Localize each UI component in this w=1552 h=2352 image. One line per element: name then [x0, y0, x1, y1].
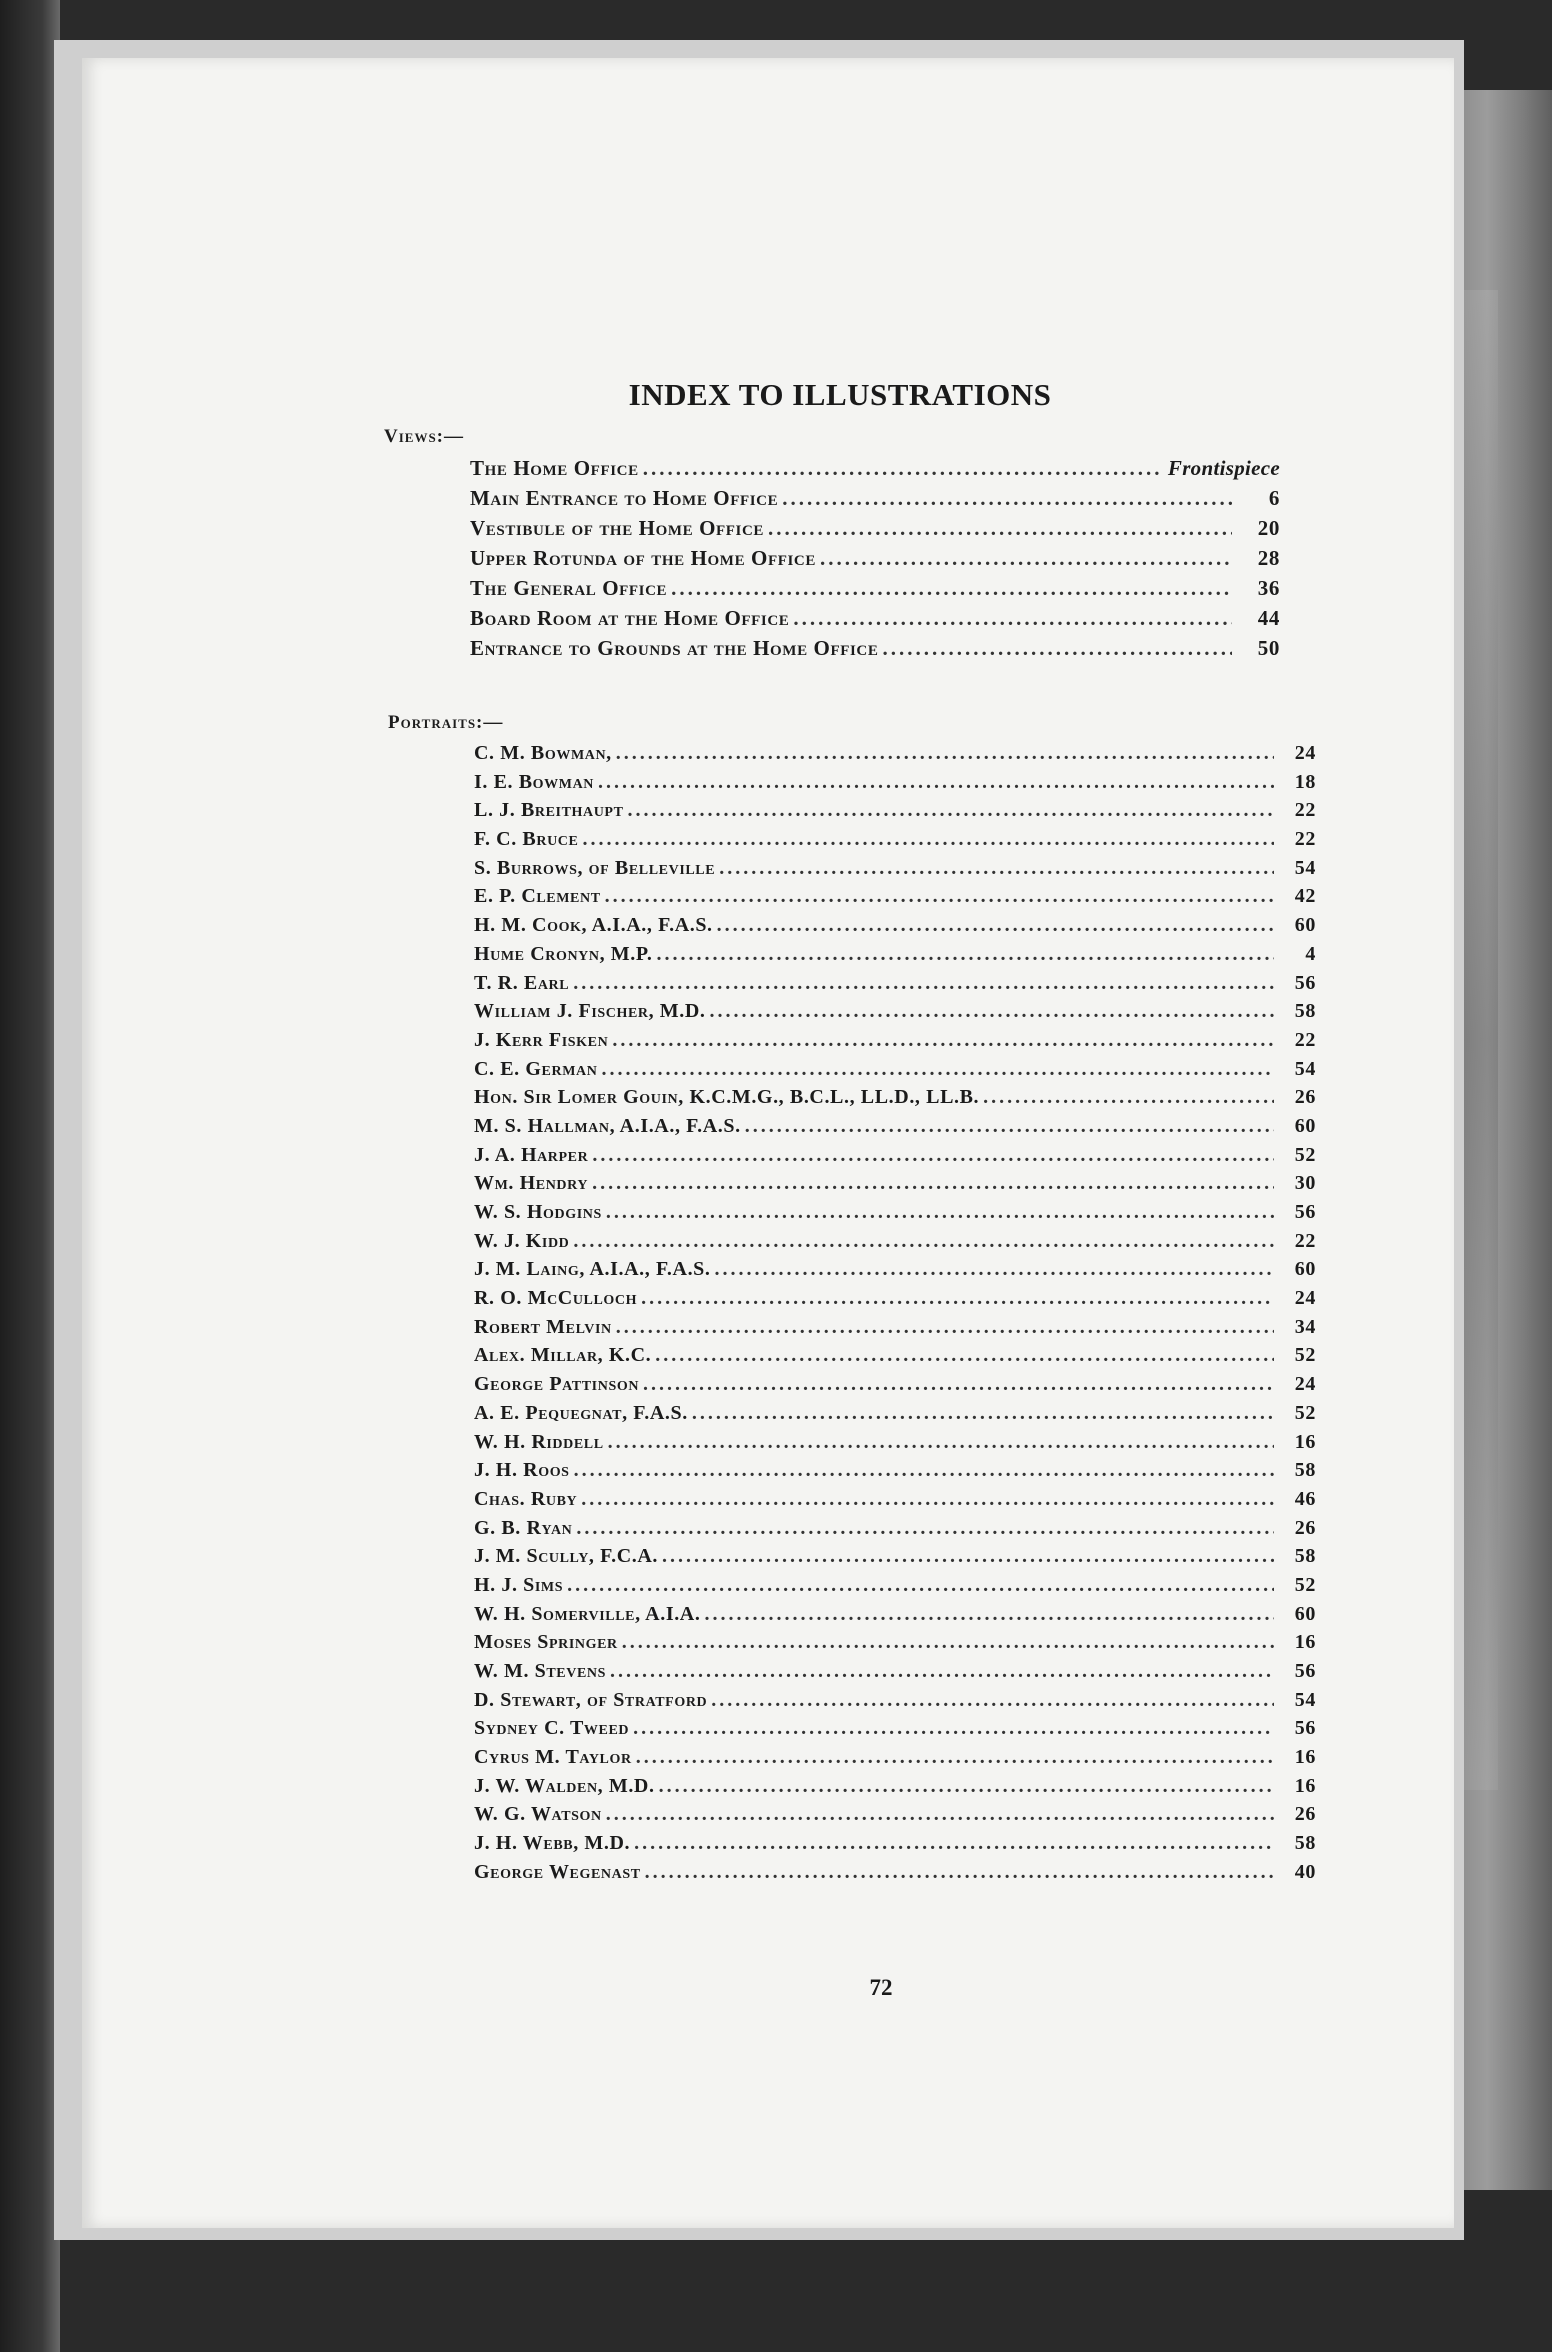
portrait-entry-page: 58 — [1294, 1000, 1316, 1023]
view-entry-name: Board Room at the Home Office — [470, 606, 790, 630]
portrait-entry-page: 18 — [1294, 770, 1316, 793]
view-entry-page: 20 — [1257, 516, 1280, 540]
dot-leader — [793, 606, 1232, 631]
portrait-entry — [474, 1431, 1316, 1460]
dot-leader — [581, 1488, 1274, 1511]
portrait-entry — [474, 1459, 1316, 1488]
dot-leader — [636, 1746, 1274, 1769]
portrait-entry — [474, 1402, 1316, 1431]
portrait-entry — [474, 1316, 1316, 1345]
portrait-entry-name: William J. Fischer, M.D. — [474, 1000, 706, 1023]
portrait-entry-page: 26 — [1294, 1516, 1316, 1539]
portrait-entry-page: 60 — [1294, 914, 1316, 937]
portrait-entry — [474, 1373, 1316, 1402]
portrait-entry-page: 54 — [1294, 1057, 1316, 1080]
portrait-entry — [474, 1861, 1316, 1890]
view-entry-page: 28 — [1257, 546, 1280, 570]
dot-leader — [656, 943, 1274, 966]
portrait-entry-name: W. G. Watson — [474, 1803, 602, 1826]
portrait-entry-page: 26 — [1294, 1086, 1316, 1109]
view-entry-page: 36 — [1257, 576, 1280, 600]
view-entry — [470, 486, 1280, 516]
portrait-entry-page: 40 — [1294, 1860, 1316, 1883]
portrait-entry-name: D. Stewart, of Stratford — [474, 1688, 708, 1711]
dot-leader — [601, 1058, 1274, 1081]
dot-leader — [645, 1861, 1274, 1884]
portrait-entry — [474, 1344, 1316, 1373]
dot-leader — [633, 1717, 1274, 1740]
portrait-entry-name: Cyrus M. Taylor — [474, 1746, 632, 1769]
portrait-entry — [474, 1488, 1316, 1517]
portrait-entry — [474, 1545, 1316, 1574]
portrait-entry-page: 16 — [1294, 1746, 1316, 1769]
portrait-entry-page: 24 — [1294, 742, 1316, 764]
portrait-entry-name: Wm. Hendry — [474, 1172, 589, 1195]
portrait-entry — [474, 1689, 1316, 1718]
portrait-entry — [474, 742, 1316, 771]
portrait-entry-name: I. E. Bowman — [474, 770, 594, 793]
portrait-entry-name: George Wegenast — [474, 1860, 641, 1883]
view-entry-name: Vestibule of the Home Office — [470, 516, 765, 540]
dot-leader — [745, 1115, 1274, 1138]
portrait-entry-name: J. M. Scully, F.C.A. — [474, 1545, 658, 1568]
dot-leader — [820, 546, 1232, 571]
dot-leader — [616, 1316, 1274, 1339]
view-entry-name: The Home Office — [470, 456, 639, 480]
dot-leader — [715, 1258, 1275, 1281]
dot-leader — [643, 1373, 1274, 1396]
dot-leader — [692, 1402, 1274, 1425]
dot-leader — [582, 828, 1274, 851]
portrait-entry-name: W. H. Riddell — [474, 1430, 604, 1453]
dot-leader — [592, 1172, 1274, 1195]
view-entry — [470, 516, 1280, 546]
portrait-entry-name: E. P. Clement — [474, 885, 601, 908]
portrait-entry-page: 16 — [1294, 1631, 1316, 1654]
portrait-entry-page: 22 — [1294, 799, 1316, 822]
portrait-entry-name: A. E. Pequegnat, F.A.S. — [474, 1401, 688, 1424]
portrait-entry-page: 54 — [1294, 1688, 1316, 1711]
portrait-entry-name: L. J. Breithaupt — [474, 799, 624, 822]
dot-leader — [671, 576, 1232, 601]
dot-leader — [606, 1201, 1274, 1224]
view-entry — [470, 606, 1280, 636]
view-entry-name: The General Office — [470, 576, 668, 600]
portrait-entry-page: 4 — [1305, 942, 1316, 965]
portrait-entry-page: 52 — [1294, 1573, 1316, 1596]
portrait-entry-page: 26 — [1294, 1803, 1316, 1826]
dot-leader — [717, 914, 1274, 937]
dot-leader — [606, 1803, 1274, 1826]
portrait-entry — [474, 799, 1316, 828]
dot-leader — [719, 857, 1274, 880]
dot-leader — [598, 771, 1274, 794]
portrait-entry-name: Robert Melvin — [474, 1315, 612, 1338]
portrait-entry-page: 58 — [1294, 1832, 1316, 1855]
portrait-entry-page: 56 — [1294, 1717, 1316, 1740]
dot-leader — [659, 1775, 1274, 1798]
portrait-entry-page: 22 — [1294, 1229, 1316, 1252]
portrait-entry — [474, 857, 1316, 886]
dot-leader — [567, 1574, 1274, 1597]
portrait-entry-name: George Pattinson — [474, 1373, 640, 1396]
portrait-entry-page: 60 — [1294, 1258, 1316, 1281]
portrait-entry-page: 52 — [1294, 1401, 1316, 1424]
dot-leader — [573, 972, 1274, 995]
view-entry-name: Main Entrance to Home Office — [470, 486, 779, 510]
portrait-entry — [474, 1287, 1316, 1316]
portrait-entry-name: M. S. Hallman, A.I.A., F.A.S. — [474, 1114, 741, 1137]
portraits-section-label: Portraits:— — [388, 712, 504, 733]
dot-leader — [641, 1287, 1274, 1310]
portrait-entry — [474, 885, 1316, 914]
portrait-entry — [474, 771, 1316, 800]
portrait-entry-page: 56 — [1294, 1660, 1316, 1682]
portrait-entry-name: Sydney C. Tweed — [474, 1717, 630, 1740]
portrait-entry-name: Alex. Millar, K.C. — [474, 1344, 652, 1367]
portrait-entry-page: 60 — [1294, 1114, 1316, 1137]
view-entry-page: 44 — [1257, 606, 1280, 630]
page-title: INDEX TO ILLUSTRATIONS — [628, 377, 1052, 412]
portrait-entry — [474, 1574, 1316, 1603]
portrait-entry-page: 56 — [1294, 971, 1316, 994]
portrait-entry-page: 52 — [1294, 1344, 1316, 1367]
portrait-entry — [474, 1029, 1316, 1058]
views-list — [470, 456, 1280, 666]
portrait-entry — [474, 1258, 1316, 1287]
portrait-entry-name: C. M. Bowman, — [474, 742, 612, 764]
portrait-entry — [474, 1631, 1316, 1660]
portrait-entry-name: G. B. Ryan — [474, 1516, 573, 1539]
portrait-entry-page: 16 — [1294, 1430, 1316, 1453]
dot-leader — [782, 486, 1232, 511]
page-number: 72 — [869, 1975, 893, 2000]
portrait-entry-name: T. R. Earl — [474, 971, 570, 994]
view-entry — [470, 636, 1280, 666]
portrait-entry — [474, 1172, 1316, 1201]
dot-leader — [605, 885, 1274, 908]
dot-leader — [592, 1144, 1274, 1167]
view-entry — [470, 576, 1280, 606]
portrait-entry-name: S. Burrows, of Belleville — [474, 856, 716, 879]
portrait-entry — [474, 1832, 1316, 1861]
portrait-entry — [474, 1086, 1316, 1115]
portrait-entry-page: 42 — [1294, 885, 1316, 908]
portraits-list — [474, 742, 1316, 1890]
portrait-entry — [474, 1746, 1316, 1775]
portrait-entry-name: J. H. Roos — [474, 1459, 570, 1482]
portrait-entry-name: Hume Cronyn, M.P. — [474, 942, 653, 965]
dot-leader — [711, 1689, 1274, 1712]
view-entry — [470, 546, 1280, 576]
portrait-entry — [474, 972, 1316, 1001]
portrait-entry — [474, 1000, 1316, 1029]
view-entry-page: Frontispiece — [1167, 456, 1280, 480]
dot-leader — [574, 1459, 1274, 1482]
dot-leader — [643, 456, 1160, 481]
dot-leader — [662, 1545, 1274, 1568]
portrait-entry-name: W. S. Hodgins — [474, 1201, 602, 1223]
portrait-entry-name: R. O. McCulloch — [474, 1287, 638, 1310]
portrait-entry — [474, 1717, 1316, 1746]
view-entry-page: 50 — [1257, 636, 1280, 660]
portrait-entry-page: 24 — [1294, 1287, 1316, 1310]
portrait-entry — [474, 1058, 1316, 1087]
portrait-entry-page: 60 — [1294, 1602, 1316, 1625]
portrait-entry-page: 58 — [1294, 1459, 1316, 1482]
portrait-entry-name: J. W. Walden, M.D. — [474, 1774, 655, 1797]
portrait-entry-page: 24 — [1294, 1373, 1316, 1396]
dot-leader — [622, 1631, 1274, 1654]
view-entry-page: 6 — [1268, 486, 1280, 510]
portrait-entry-page: 22 — [1294, 828, 1316, 851]
portrait-entry — [474, 1660, 1316, 1689]
portrait-entry — [474, 1144, 1316, 1173]
portrait-entry — [474, 1115, 1316, 1144]
dot-leader — [616, 742, 1274, 765]
dot-leader — [634, 1832, 1274, 1855]
portrait-entry-name: J. M. Laing, A.I.A., F.A.S. — [474, 1258, 711, 1281]
portrait-entry-page: 34 — [1294, 1315, 1316, 1338]
portrait-entry-name: J. H. Webb, M.D. — [474, 1832, 631, 1855]
portrait-entry-name: Chas. Ruby — [474, 1487, 578, 1510]
portrait-entry-name: W. J. Kidd — [474, 1229, 570, 1252]
dot-leader — [628, 799, 1274, 822]
portrait-entry-name: W. M. Stevens — [474, 1660, 606, 1682]
portrait-entry-name: J. A. Harper — [474, 1143, 589, 1166]
portrait-entry-page: 46 — [1294, 1487, 1316, 1510]
portrait-entry-page: 52 — [1294, 1143, 1316, 1166]
portrait-entry — [474, 1775, 1316, 1804]
portrait-entry-page: 54 — [1294, 856, 1316, 879]
dot-leader — [576, 1517, 1274, 1540]
dot-leader — [983, 1086, 1274, 1109]
portrait-entry-name: H. M. Cook, A.I.A., F.A.S. — [474, 914, 713, 937]
portrait-entry-page: 58 — [1294, 1545, 1316, 1568]
portrait-entry — [474, 1230, 1316, 1259]
dot-leader — [768, 516, 1232, 541]
views-section-label: Views:— — [384, 426, 465, 447]
dot-leader — [882, 636, 1232, 661]
view-entry — [470, 456, 1280, 486]
portrait-entry-name: C. E. German — [474, 1057, 598, 1080]
dot-leader — [612, 1029, 1274, 1052]
portrait-entry — [474, 828, 1316, 857]
dot-leader — [610, 1660, 1274, 1683]
portrait-entry-page: 56 — [1294, 1201, 1316, 1223]
dot-leader — [704, 1603, 1274, 1626]
portrait-entry-name: Moses Springer — [474, 1631, 618, 1654]
portrait-entry-page: 22 — [1294, 1028, 1316, 1051]
portrait-entry-name: J. Kerr Fisken — [474, 1028, 609, 1051]
view-entry-name: Entrance to Grounds at the Home Office — [470, 636, 879, 660]
portrait-entry — [474, 943, 1316, 972]
dot-leader — [608, 1431, 1274, 1454]
portrait-entry — [474, 914, 1316, 943]
portrait-entry-page: 16 — [1294, 1774, 1316, 1797]
portrait-entry-page: 30 — [1294, 1172, 1316, 1195]
dot-leader — [655, 1344, 1274, 1367]
view-entry-name: Upper Rotunda of the Home Office — [470, 546, 816, 570]
portrait-entry — [474, 1603, 1316, 1632]
portrait-entry-name: Hon. Sir Lomer Gouin, K.C.M.G., B.C.L., LL.D., LL.B. — [474, 1086, 980, 1109]
book-page — [82, 58, 1454, 2228]
portrait-entry-name: H. J. Sims — [474, 1573, 564, 1596]
portrait-entry — [474, 1517, 1316, 1546]
dot-leader — [710, 1000, 1274, 1023]
dot-leader — [573, 1230, 1274, 1253]
portrait-entry — [474, 1803, 1316, 1832]
portrait-entry-name: W. H. Somerville, A.I.A. — [474, 1602, 701, 1625]
portrait-entry-name: F. C. Bruce — [474, 828, 579, 851]
portrait-entry — [474, 1201, 1316, 1230]
